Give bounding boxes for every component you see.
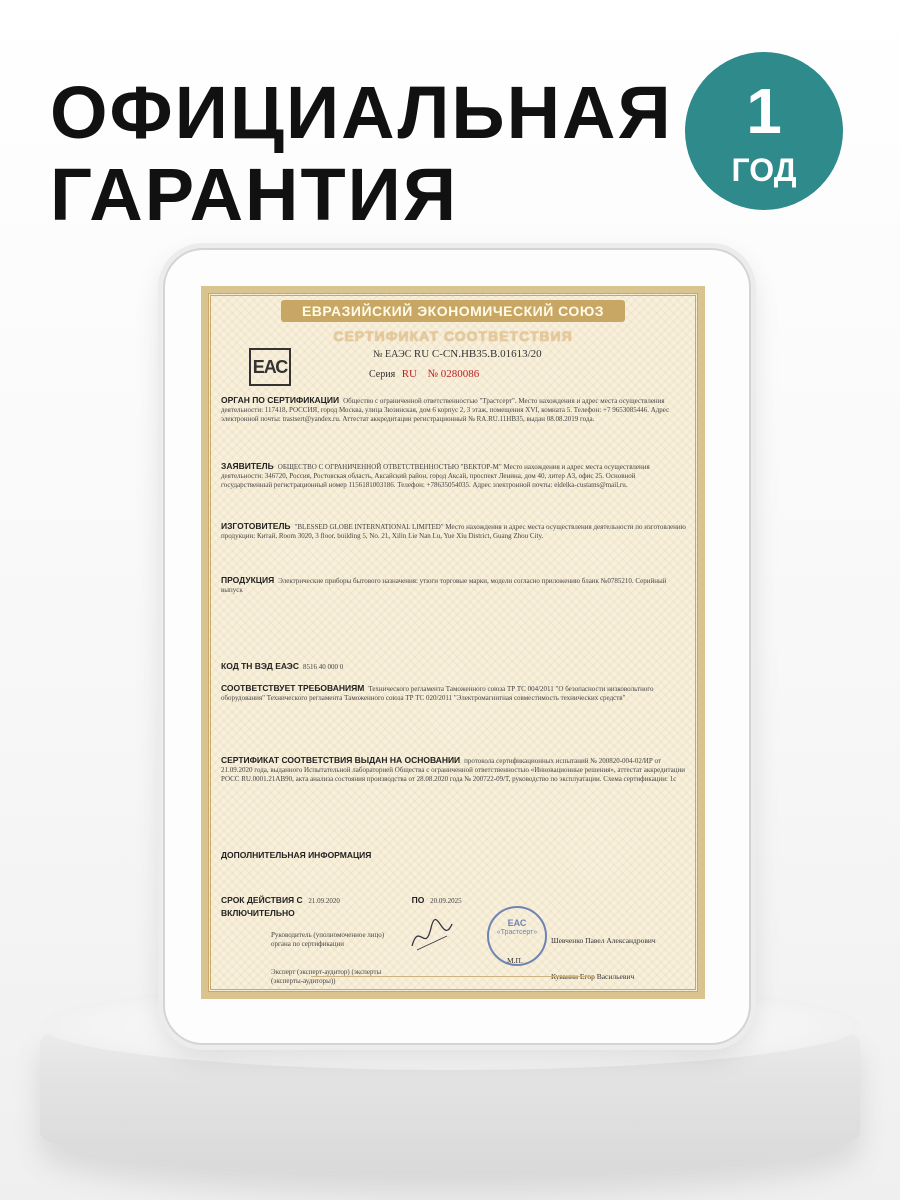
- certificate-series: [369, 368, 483, 380]
- section-requirements: [221, 684, 687, 703]
- certificate-footer-line: [311, 976, 595, 983]
- warranty-badge: [685, 52, 843, 210]
- stamp-text: «Трастсерт»: [496, 929, 538, 936]
- series-code: RU: [401, 368, 417, 380]
- headline: [50, 72, 673, 236]
- expert-label: Эксперт (эксперт-аудитор) (эксперты (эксперты-аудиторы)): [271, 968, 382, 985]
- series-label: Серия: [369, 369, 396, 380]
- certificate-number-label: № ЕАЭС: [373, 349, 412, 360]
- section-heading: ОРГАН ПО СЕРТИФИКАЦИИ: [221, 395, 340, 405]
- headline-line-1: ОФИЦИАЛЬНАЯ: [50, 71, 673, 154]
- section-cert-body: [221, 396, 687, 424]
- validity-to-label: ПО: [411, 895, 425, 905]
- section-text: ОБЩЕСТВО С ОГРАНИЧЕННОЙ ОТВЕТСТВЕННОСТЬЮ "ВЕКТОР-М" Место нахождения и адрес места осуществления деятельности: 346720, Россия, Ростовская область, Аксайский район, город Аксай, проспект Ленина, дом 40, литер А3, офис 25. Основной государственный регистрационный номер 1156181003186. Телефон: +78635054035. Адрес электронной почты: eldelka-custams@mail.ru.: [221, 463, 650, 489]
- certificate-number: [373, 348, 542, 360]
- warranty-years: 1: [746, 75, 782, 147]
- section-heading: ДОПОЛНИТЕЛЬНАЯ ИНФОРМАЦИЯ: [221, 850, 372, 860]
- certificate-banner: ЕВРАЗИЙСКИЙ ЭКОНОМИЧЕСКИЙ СОЮЗ: [281, 300, 625, 322]
- tablet-screen: [201, 286, 705, 999]
- section-heading: КОД ТН ВЭД ЕАЭС: [221, 661, 299, 671]
- certificate-document: [208, 293, 698, 992]
- warranty-unit: ГОД: [731, 152, 797, 188]
- tablet-frame: [163, 248, 751, 1045]
- section-heading: СЕРТИФИКАТ СООТВЕТСТВИЯ ВЫДАН НА ОСНОВАНИИ: [221, 755, 461, 765]
- stamp-eac: ЕАС: [507, 918, 527, 928]
- mp-label: М.П.: [507, 956, 523, 965]
- section-text: "BLESSED GLOBE INTERNATIONAL LIMITED" Место нахождения и адрес места осуществления деятельности по изготовлению продукции: Китай, Room 3020, 3 floor, building 5, No. 21, Xilin Lie Nan Lu, Yue Xiu District, Guang Zhou City.: [221, 523, 686, 540]
- head-label: Руководитель (уполномоченное лицо) органа по сертификации: [271, 931, 385, 948]
- validity-from: 21.09.2020: [308, 897, 340, 905]
- signature-icon: [407, 916, 457, 956]
- expert-name: Куванин Егор Васильевич: [551, 972, 635, 981]
- section-basis: [221, 756, 687, 784]
- section-additional-info: [221, 851, 687, 861]
- section-applicant: [221, 462, 687, 490]
- validity-label: СРОК ДЕЙСТВИЯ С: [221, 895, 303, 905]
- series-number: № 0280086: [427, 368, 480, 380]
- certificate-number-value: RU C-CN.HB35.B.01613/20: [413, 348, 542, 360]
- section-tnved: [221, 662, 687, 672]
- section-text: 8516 40 000 0: [302, 663, 344, 671]
- head-name: Шевченко Павел Александрович: [551, 936, 656, 945]
- validity-row: [221, 896, 687, 906]
- section-heading: СООТВЕТСТВУЕТ ТРЕБОВАНИЯМ: [221, 683, 365, 693]
- section-text: Электрические приборы бытового назначения: утюги торговые марки, модели согласно приложению бланк №0785210. Серийный выпуск: [221, 577, 667, 594]
- section-heading: ПРОДУКЦИЯ: [221, 575, 275, 585]
- section-text: протокола сертификационных испытаний № 200820-004-02/ИР от 21.09.2020 года, выданного Испытательной лабораторией Общества с ограниченной ответственностью «Инновационные решения», аттестат аккредитации РОСС RU.0001.21АВ90, акта анализа состояния производства от 28.08.2020 года № 200722-09/Т, руководство по эксплуатации. Схема сертификации: 1с: [221, 757, 685, 783]
- section-product: [221, 576, 687, 595]
- inclusive-label: ВКЛЮЧИТЕЛЬНО: [221, 908, 295, 918]
- section-text: Общество с ограниченной ответственностью "Трастсерт". Место нахождения и адрес места осуществления деятельности: 117418, РОССИЯ, город Москва, улица Зюзинская, дом 6 корпус 2, 3 этаж, помещения XVI, комната 5. Телефон: +7 9653085446. Адрес электронной почты: trastsert@yandex.ru. Аттестат аккредитации регистрационный № RA.RU.11HB35, выдан 08.08.2019 года.: [221, 397, 670, 423]
- section-heading: ЗАЯВИТЕЛЬ: [221, 461, 274, 471]
- certificate-title: СЕРТИФИКАТ СООТВЕТСТВИЯ: [333, 328, 573, 344]
- section-manufacturer: [221, 522, 687, 541]
- section-text: Технического регламента Таможенного союза ТР ТС 004/2011 "О безопасности низковольтного оборудования" Технического регламента Таможенного союза ТР ТС 020/2011 "Электромагнитная совместимость технических средств": [221, 685, 654, 702]
- section-heading: ИЗГОТОВИТЕЛЬ: [221, 521, 291, 531]
- validity-to: 20.09.2025: [430, 897, 462, 905]
- headline-line-2: ГАРАНТИЯ: [50, 153, 459, 236]
- eac-logo: ЕАС: [249, 348, 291, 386]
